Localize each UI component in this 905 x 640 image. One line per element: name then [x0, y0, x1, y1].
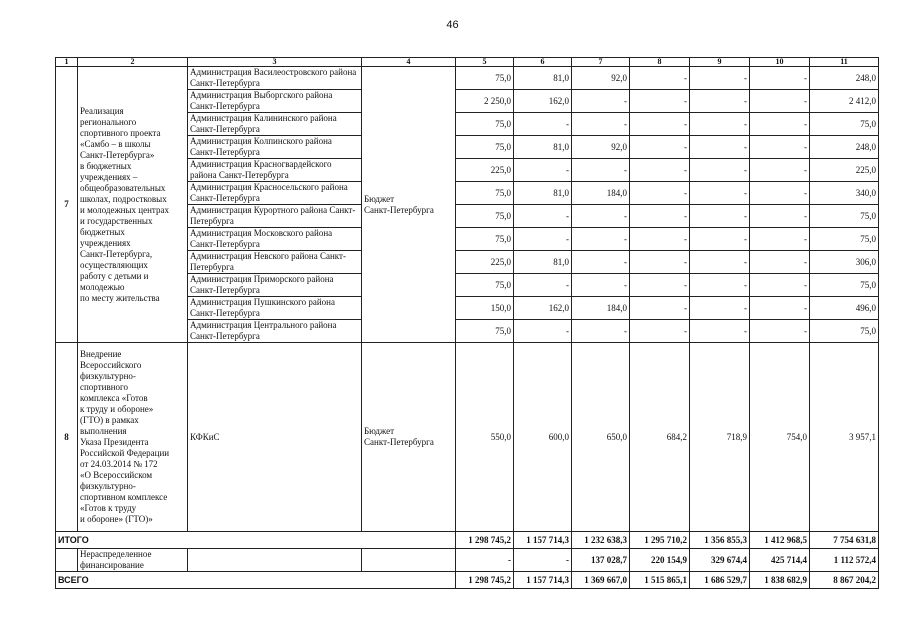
value-cell: - — [630, 320, 690, 343]
value-cell: - — [690, 182, 750, 205]
value-cell: 75,0 — [810, 205, 879, 228]
value-cell: 225,0 — [810, 159, 879, 182]
header-cell: 1 — [56, 58, 78, 67]
value-cell: 75,0 — [456, 67, 514, 90]
value-cell: 684,2 — [630, 343, 690, 532]
value-cell: - — [690, 113, 750, 136]
value-cell: 340,0 — [810, 182, 879, 205]
header-cell: 5 — [456, 58, 514, 67]
value-cell: - — [750, 67, 810, 90]
value-cell: - — [690, 205, 750, 228]
funding-source-text: Бюджет Санкт-Петербурга — [364, 193, 434, 215]
value-cell: - — [572, 90, 630, 113]
header-cell: 10 — [750, 58, 810, 67]
value-cell: - — [514, 274, 572, 297]
grand-total-value: 1 686 529,7 — [690, 572, 750, 589]
value-cell: 75,0 — [810, 274, 879, 297]
total-label: ИТОГО — [56, 532, 456, 549]
header-cell: 2 — [78, 58, 188, 67]
unallocated-value: - — [456, 549, 514, 572]
value-cell: - — [630, 228, 690, 251]
value-cell: 75,0 — [456, 228, 514, 251]
value-cell: 92,0 — [572, 136, 630, 159]
grand-total-value: 1 298 745,2 — [456, 572, 514, 589]
value-cell: - — [690, 251, 750, 274]
value-cell: 2 412,0 — [810, 90, 879, 113]
grand-total-value: 1 838 682,9 — [750, 572, 810, 589]
value-cell: - — [630, 251, 690, 274]
unallocated-value: 425 714,4 — [750, 549, 810, 572]
total-value: 1 232 638,3 — [572, 532, 630, 549]
unallocated-label-text: Нераспределенное финансирование — [80, 549, 152, 570]
value-cell: - — [514, 159, 572, 182]
administration-name: Администрация Калининского района Санкт-Петербурга — [188, 113, 362, 136]
value-cell: - — [690, 136, 750, 159]
administration-name: Администрация Красносельского района Санкт-Петербурга — [188, 182, 362, 205]
value-cell: 150,0 — [456, 297, 514, 320]
value-cell: 248,0 — [810, 136, 879, 159]
header-cell: 11 — [810, 58, 879, 67]
grand-total-row — [56, 572, 879, 589]
value-cell: 81,0 — [514, 136, 572, 159]
grand-total-label: ВСЕГО — [56, 572, 456, 589]
value-cell: - — [750, 113, 810, 136]
value-cell: - — [514, 228, 572, 251]
administration-name: Администрация Красногвардейского района Санкт-Петербурга — [188, 159, 362, 182]
empty-cell — [362, 549, 456, 572]
header-cell: 3 — [188, 58, 362, 67]
value-cell: 75,0 — [810, 113, 879, 136]
grand-total-value: 1 515 865,1 — [630, 572, 690, 589]
value-cell: - — [690, 159, 750, 182]
total-value: 1 412 968,5 — [750, 532, 810, 549]
value-cell: 162,0 — [514, 90, 572, 113]
value-cell: - — [630, 113, 690, 136]
value-cell: - — [750, 205, 810, 228]
value-cell: - — [750, 90, 810, 113]
value-cell: - — [750, 228, 810, 251]
value-cell: - — [514, 320, 572, 343]
value-cell: - — [750, 251, 810, 274]
value-cell: - — [690, 90, 750, 113]
value-cell: - — [630, 136, 690, 159]
unallocated-value: - — [514, 549, 572, 572]
table-row — [56, 343, 879, 532]
value-cell: 3 957,1 — [810, 343, 879, 532]
value-cell: - — [690, 67, 750, 90]
unallocated-label — [78, 549, 188, 572]
value-cell: - — [572, 113, 630, 136]
value-cell: - — [572, 274, 630, 297]
value-cell: - — [690, 320, 750, 343]
total-row — [56, 532, 879, 549]
value-cell: - — [630, 182, 690, 205]
administration-name: Администрация Центрального района Санкт-Петербурга — [188, 320, 362, 343]
unallocated-value: 137 028,7 — [572, 549, 630, 572]
value-cell: 75,0 — [456, 320, 514, 343]
total-value: 1 295 710,2 — [630, 532, 690, 549]
value-cell: - — [690, 228, 750, 251]
value-cell: 75,0 — [810, 320, 879, 343]
value-cell: - — [750, 274, 810, 297]
value-cell: 81,0 — [514, 182, 572, 205]
value-cell: - — [630, 159, 690, 182]
value-cell: 225,0 — [456, 251, 514, 274]
header-cell: 9 — [690, 58, 750, 67]
budget-table — [55, 57, 879, 589]
administration-name: Администрация Василеостровского района Санкт-Петербурга — [188, 67, 362, 90]
administration-name: Администрация Приморского района Санкт-Петербурга — [188, 274, 362, 297]
project-name — [78, 67, 188, 343]
value-cell: 306,0 — [810, 251, 879, 274]
table-row — [56, 67, 879, 90]
value-cell: 75,0 — [456, 136, 514, 159]
value-cell: - — [630, 205, 690, 228]
header-cell: 8 — [630, 58, 690, 67]
header-cell: 7 — [572, 58, 630, 67]
total-value: 1 157 714,3 — [514, 532, 572, 549]
value-cell: 754,0 — [750, 343, 810, 532]
grand-total-value: 8 867 204,2 — [810, 572, 879, 589]
value-cell: 75,0 — [456, 182, 514, 205]
administration-name: Администрация Невского района Санкт-Петербурга — [188, 251, 362, 274]
administration-name: Администрация Пушкинского района Санкт-Петербурга — [188, 297, 362, 320]
value-cell: - — [630, 90, 690, 113]
value-cell: - — [514, 113, 572, 136]
grand-total-value: 1 369 667,0 — [572, 572, 630, 589]
unallocated-value: 329 674,4 — [690, 549, 750, 572]
value-cell: 81,0 — [514, 251, 572, 274]
value-cell: - — [572, 320, 630, 343]
value-cell: 81,0 — [514, 67, 572, 90]
value-cell: - — [572, 205, 630, 228]
value-cell: 718,9 — [690, 343, 750, 532]
header-row — [56, 58, 879, 67]
value-cell: - — [572, 228, 630, 251]
value-cell: - — [630, 297, 690, 320]
funding-source — [362, 343, 456, 532]
total-value: 1 356 855,3 — [690, 532, 750, 549]
funding-source-text: Бюджет Санкт-Петербурга — [364, 426, 434, 447]
administration-name: Администрация Выборгского района Санкт-Петербурга — [188, 90, 362, 113]
value-cell: 184,0 — [572, 297, 630, 320]
value-cell: 162,0 — [514, 297, 572, 320]
administration-name: Администрация Московского района Санкт-Петербурга — [188, 228, 362, 251]
administration-name: Администрация Курортного района Санкт-Петербурга — [188, 205, 362, 228]
grand-total-value: 1 157 714,3 — [514, 572, 572, 589]
value-cell: - — [750, 320, 810, 343]
value-cell: 225,0 — [456, 159, 514, 182]
value-cell: - — [750, 136, 810, 159]
value-cell: - — [750, 159, 810, 182]
value-cell: 496,0 — [810, 297, 879, 320]
header-cell: 4 — [362, 58, 456, 67]
administration-name: Администрация Колпинского района Санкт-Петербурга — [188, 136, 362, 159]
value-cell: - — [572, 159, 630, 182]
total-value: 1 298 745,2 — [456, 532, 514, 549]
total-value: 7 754 631,8 — [810, 532, 879, 549]
value-cell: 75,0 — [456, 274, 514, 297]
row-number: 8 — [56, 343, 78, 532]
value-cell: - — [750, 297, 810, 320]
value-cell: 75,0 — [456, 113, 514, 136]
empty-cell — [188, 549, 362, 572]
empty-cell — [56, 549, 78, 572]
unallocated-row — [56, 549, 879, 572]
value-cell: - — [690, 274, 750, 297]
value-cell: 650,0 — [572, 343, 630, 532]
value-cell: - — [572, 251, 630, 274]
value-cell: 600,0 — [514, 343, 572, 532]
value-cell: 184,0 — [572, 182, 630, 205]
value-cell: - — [630, 274, 690, 297]
row-number: 7 — [56, 67, 78, 343]
value-cell: 75,0 — [810, 228, 879, 251]
project-name — [78, 343, 188, 532]
funding-source — [362, 67, 456, 343]
value-cell: 75,0 — [456, 205, 514, 228]
value-cell: 2 250,0 — [456, 90, 514, 113]
project-name-text: Реализация регионального спортивного проекта «Самбо – в школы Санкт-Петербурга» в бюджетных учреждениях – общеобразовательных школах, подростковых и молодежных центрах и государственных бюджетных учреждениях Санкт-Петербурга, осуществляющих работу с детьми и молодежью по месту жительства — [80, 105, 169, 303]
value-cell: 550,0 — [456, 343, 514, 532]
project-name-text: Внедрение Всероссийского физкультурно- спортивного комплекса «Готов к труду и обороне» (ГТО) в рамках выполнения Указа Президента Российской Федерации от 24.03.2014 № 172 «О Всероссийском физкультурно- спортивном комплексе «Готов к труду и обороне» (ГТО)» — [80, 349, 170, 524]
unallocated-value: 1 112 572,4 — [810, 549, 879, 572]
value-cell: - — [514, 205, 572, 228]
value-cell: - — [750, 182, 810, 205]
header-cell: 6 — [514, 58, 572, 67]
value-cell: - — [690, 297, 750, 320]
administration-name: КФКиС — [188, 343, 362, 532]
unallocated-value: 220 154,9 — [630, 549, 690, 572]
page-number: 46 — [446, 19, 459, 31]
value-cell: 248,0 — [810, 67, 879, 90]
value-cell: 92,0 — [572, 67, 630, 90]
value-cell: - — [630, 67, 690, 90]
